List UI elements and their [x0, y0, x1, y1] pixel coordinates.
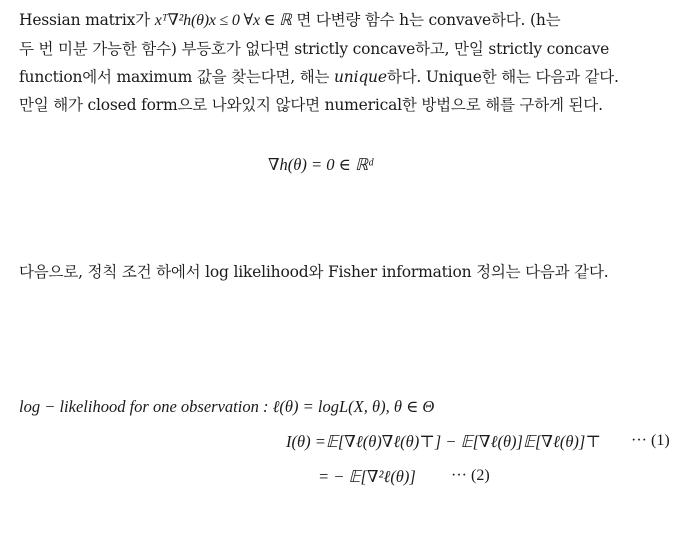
hessian-condition-math: xᵀ∇²h(θ)x ≤ 0 ∀x ∈ ℝ	[154, 12, 292, 29]
intro-line-3-text-b: 하다. Unique한 해는 다음과 같다.	[386, 68, 619, 86]
intro-line-2: 두 번 미분 가능한 함수) 부등호가 없다면 strictly concave하고, 만일 strictly concave	[19, 40, 610, 58]
gradient-equation: ∇h(θ) = 0 ∈ ℝᵈ	[268, 155, 374, 174]
fisher-information-line-1: I(θ) =𝔼[∇ℓ(θ)∇ℓ(θ)⊤] − 𝔼[∇ℓ(θ)]𝔼[∇ℓ(θ)]⊤	[286, 432, 601, 451]
intro-paragraph	[19, 6, 679, 119]
fisher-intro-text: 다음으로, 정칙 조건 하에서 log likelihood와 Fisher information 정의는 다음과 같다.	[19, 263, 609, 281]
intro-line-3	[19, 63, 679, 91]
unique-emphasis: unique	[334, 68, 387, 86]
log-likelihood-label: log − likelihood for one observation :	[19, 397, 269, 416]
intro-line-3-text-a: function에서 maximum 값을 찾는다면, 해는	[19, 68, 334, 86]
intro-line-4: 만일 해가 closed form으로 나와있지 않다면 numerical한 방법으로 해를 구하게 된다.	[19, 96, 603, 114]
intro-line-1-text-b: 면 다변량 함수 h는 convave하다. (h는	[291, 11, 561, 29]
log-likelihood-definition	[19, 397, 434, 417]
fisher-information-line-2: = − 𝔼[∇²ℓ(θ)]	[318, 467, 416, 486]
intro-line-1-text-a: Hessian matrix가	[19, 11, 155, 29]
log-likelihood-formula: ℓ(θ) = logL(X, θ), θ ∈ Θ	[272, 397, 435, 416]
intro-line-1	[19, 6, 679, 35]
equation-tag-2: ··· (2)	[451, 467, 490, 484]
equation-tag-1: ··· (1)	[631, 432, 670, 449]
